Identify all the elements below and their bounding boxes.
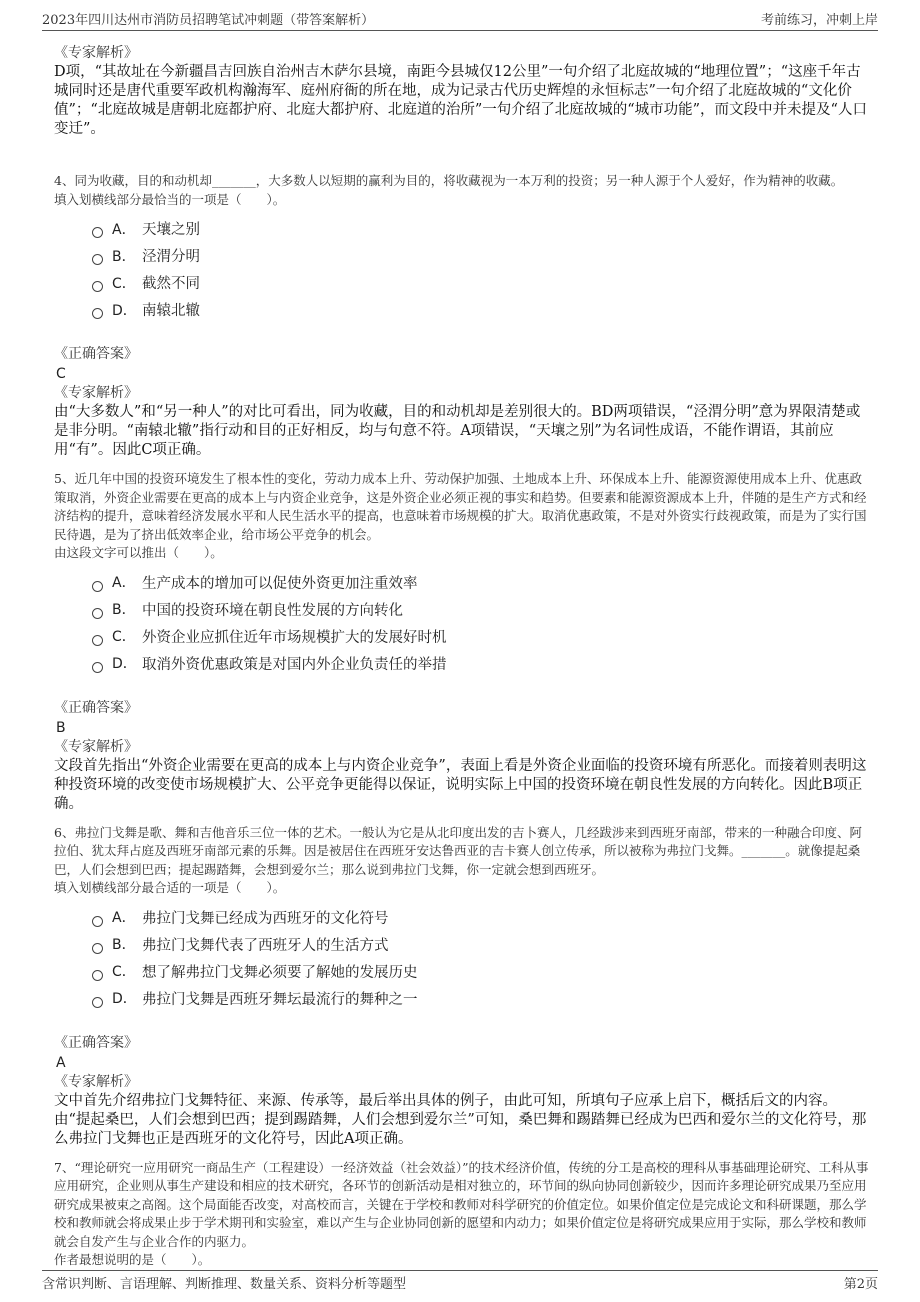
radio-icon[interactable] xyxy=(92,608,103,619)
q5-answer: B xyxy=(56,719,66,736)
q5-option-b[interactable]: B． 中国的投资环境在朝良性发展的方向转化 xyxy=(92,596,870,623)
radio-icon[interactable] xyxy=(92,916,103,927)
radio-icon[interactable] xyxy=(92,581,103,592)
expert-analysis-label: 《专家解析》 xyxy=(54,45,138,61)
q4-answer: C xyxy=(56,366,66,382)
question-5 xyxy=(54,470,870,814)
expert-analysis-label: 《专家解析》 xyxy=(54,738,138,755)
footer-topics: 含常识判断、言语理解、判断推理、数量关系、资料分析等题型 xyxy=(42,1276,407,1292)
q4-option-a[interactable]: A． 天壤之别 xyxy=(92,215,870,242)
q5-option-c[interactable]: C． 外资企业应抓住近年市场规模扩大的发展好时机 xyxy=(92,623,870,650)
q6-stem: 6、弗拉门戈舞是歌、舞和吉他音乐三位一体的艺术。一般认为它是从北印度出发的吉卜赛人，几经跋涉来到西班牙南部，带来的一种融合印度、阿拉伯、犹太拜占庭及西班牙南部元素的乐舞。因是被居住在西班牙安达鲁西亚的吉卡赛人创立传承，所以被称为弗拉门戈舞。_______。就像提起桑巴，人们会想到巴西；提起踢踏舞，会想到爱尔兰；那么说到弗拉门戈舞，你一定就会想到西班牙。 xyxy=(54,824,862,877)
correct-answer-label: 《正确答案》 xyxy=(54,346,138,362)
q4-prompt: 填入划横线部分最恰当的一项是（ ）。 xyxy=(54,191,286,207)
expert-analysis-label: 《专家解析》 xyxy=(54,385,138,401)
q4-options xyxy=(92,215,870,323)
header-slogan: 考前练习，冲刺上岸 xyxy=(760,12,878,28)
q6-options xyxy=(92,904,870,1012)
q6-prompt: 填入划横线部分最合适的一项是（ ）。 xyxy=(54,880,286,895)
q7-stem: 7、“理论研究一应用研究一商品生产（工程建设）一经济效益（社会效益）”的技术经济价值，传统的分工是高校的理科从事基础理论研究、工科从事应用研究，企业则从事生产建设和相应的技术研究，各环节的创新活动是相对独立的，环节间的纵向协同创新较少，因而许多理论研究成果乃至应用研究成果被束之高阁。这个局面能否改变，对高校而言，关键在于学校和教师对科学研究的价值定位。如果价值定位是完成论文和科研课题，那么学校和教师就会将成果止步于学术期刊和实验室，难以产生与企业协同创新的愿望和内动力；如果价值定位是将研究成果应用于实际，那么学校和教师就会自发产生与企业合作的内驱力。 xyxy=(54,1159,869,1249)
radio-icon[interactable] xyxy=(92,254,103,265)
q6-option-c[interactable]: C． 想了解弗拉门戈舞必须要了解她的发展历史 xyxy=(92,958,870,985)
question-6 xyxy=(54,824,870,1149)
radio-icon[interactable] xyxy=(92,970,103,981)
page-footer xyxy=(42,1270,878,1293)
radio-icon[interactable] xyxy=(92,308,103,319)
page-content xyxy=(54,44,870,1270)
q5-analysis: 文段首先指出“外资企业需要在更高的成本上与内资企业竞争”，表面上看是外资企业面临的投资环境有所恶化。而接着则表明这种投资环境的改变使市场规模扩大、公平竞争更能得以保证，说明实际上中国的投资环境在朝良性发展的方向转化。因此B项正确。 xyxy=(54,757,867,812)
q5-prompt: 由这段文字可以推出（ ）。 xyxy=(54,545,223,560)
q4-stem: 4、同为收藏，目的和动机却_______，大多数人以短期的赢利为目的，将收藏视为一本万利的投资；另一种人源于个人爱好，作为精神的收藏。 xyxy=(54,173,844,188)
correct-answer-label: 《正确答案》 xyxy=(54,1034,138,1051)
radio-icon[interactable] xyxy=(92,635,103,646)
q4-analysis: 由“大多数人”和“另一种人”的对比可看出，同为收藏，目的和动机却是差别很大的。BD两项错误，“泾渭分明”意为界限清楚或是非分明。“南辕北辙”指行动和目的正好相反，均与句意不符。A项错误，“天壤之别”为名词性成语，不能作谓语，其前应用“有”。因此C项正确。 xyxy=(54,404,861,458)
radio-icon[interactable] xyxy=(92,281,103,292)
header-title: 2023年四川达州市消防员招聘笔试冲刺题（带答案解析） xyxy=(42,12,375,28)
q4-option-d[interactable]: D． 南辕北辙 xyxy=(92,296,870,323)
q6-option-d[interactable]: D． 弗拉门戈舞是西班牙舞坛最流行的舞种之一 xyxy=(92,985,870,1012)
page-header xyxy=(42,6,878,31)
question-7 xyxy=(54,1159,870,1270)
q6-answer: A xyxy=(56,1054,66,1071)
radio-icon[interactable] xyxy=(92,997,103,1008)
q6-analysis: 文中首先介绍弗拉门戈舞特征、来源、传承等，最后举出具体的例子，由此可知，所填句子应承上启下，概括后文的内容。由“提起桑巴，人们会想到巴西；提到踢踏舞，人们会想到爱尔兰”可知，桑巴舞和踢踏舞已经成为巴西和爱尔兰的文化符号，那么弗拉门戈舞也正是西班牙的文化符号，因此A项正确。 xyxy=(54,1092,867,1147)
correct-answer-label: 《正确答案》 xyxy=(54,699,138,716)
q5-stem: 5、近几年中国的投资环境发生了根本性的变化，劳动力成本上升、劳动保护加强、土地成本上升、环保成本上升、能源资源使用成本上升、优惠政策取消，外资企业需要在更高的成本上与内资企业竞争，这是外资企业必须正视的事实和趋势。但要素和能源资源成本上升，伴随的是生产方式和经济结构的提升，意味着经济发展水平和人民生活水平的提高，也意味着市场规模的扩大。取消优惠政策，不是对外资实行歧视政策，而是为了实行国民待遇，是为了挤出低效率企业，给市场公平竞争的机会。 xyxy=(54,471,867,542)
page-number: 第2页 xyxy=(843,1276,878,1292)
q4-option-c[interactable]: C． 截然不同 xyxy=(92,269,870,296)
radio-icon[interactable] xyxy=(92,943,103,954)
q6-option-a[interactable]: A． 弗拉门戈舞已经成为西班牙的文化符号 xyxy=(92,904,870,931)
q3-analysis: D项，“其故址在今新疆昌吉回族自治州吉木萨尔县境，南距今县城仅12公里”一句介绍了北庭故城的“地理位置”；“这座千年古城同时还是唐代重要军政机构瀚海军、庭州府衙的所在地，成为记录古代历史辉煌的永恒标志”一句介绍了北庭故城的“文化价值”；“北庭故城是唐朝北庭都护府、北庭大都护府、北庭道的治所”一句介绍了北庭故城的“城市功能”，而文段中并未提及“人口变迁”。 xyxy=(54,64,867,137)
q7-prompt: 作者最想说明的是（ ）。 xyxy=(54,1252,211,1267)
q4-option-b[interactable]: B． 泾渭分明 xyxy=(92,242,870,269)
radio-icon[interactable] xyxy=(92,662,103,673)
expert-analysis-label: 《专家解析》 xyxy=(54,1073,138,1090)
question-4 xyxy=(54,172,870,460)
q5-option-d[interactable]: D． 取消外资优惠政策是对国内外企业负责任的举措 xyxy=(92,650,870,677)
q6-option-b[interactable]: B． 弗拉门戈舞代表了西班牙人的生活方式 xyxy=(92,931,870,958)
radio-icon[interactable] xyxy=(92,227,103,238)
q5-options xyxy=(92,569,870,677)
q5-option-a[interactable]: A． 生产成本的增加可以促使外资更加注重效率 xyxy=(92,569,870,596)
